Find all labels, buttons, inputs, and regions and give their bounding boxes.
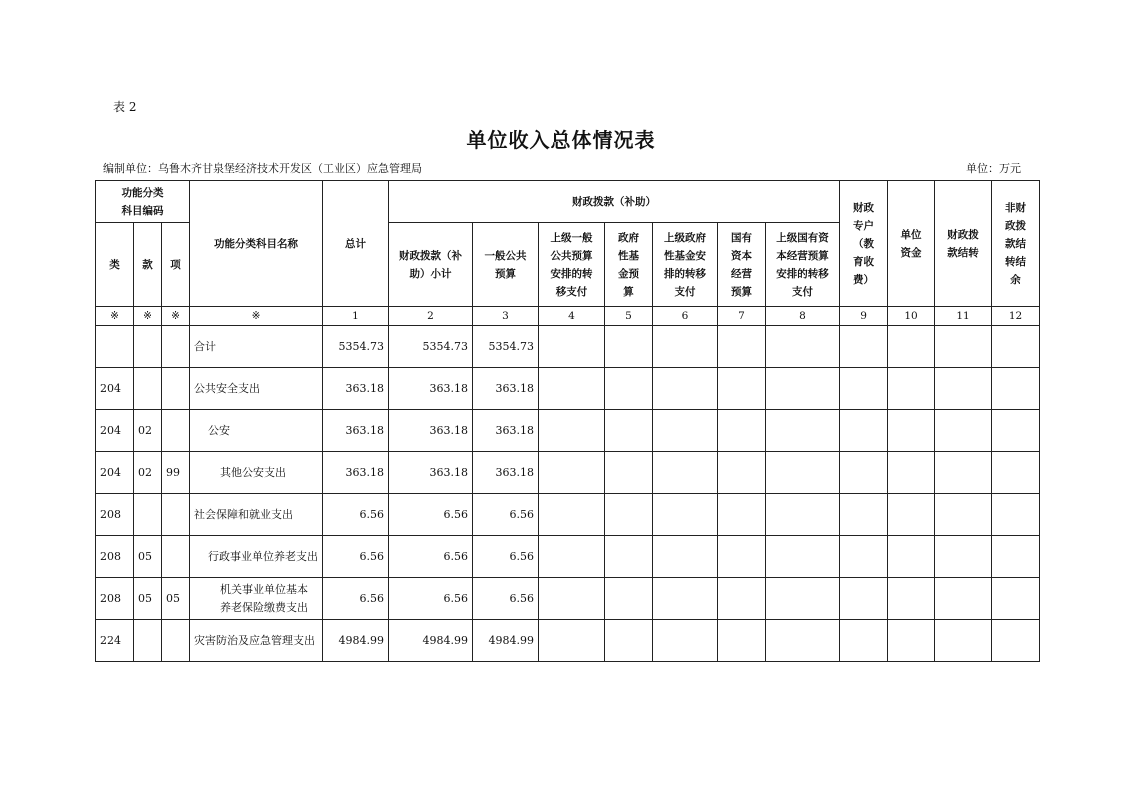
- empty-cell: [935, 620, 992, 662]
- header-upper-state-capital-transfer: 上级国有资 本经营预算 安排的转移 支付: [766, 223, 840, 307]
- index-cell: ※: [134, 307, 162, 326]
- empty-cell: [888, 494, 935, 536]
- cell-fiscal-subtotal: 363.18: [389, 452, 473, 494]
- cell-total: 6.56: [323, 578, 389, 620]
- cell-kuan: 02: [134, 410, 162, 452]
- empty-cell: [718, 368, 766, 410]
- empty-cell: [992, 410, 1040, 452]
- empty-cell: [992, 326, 1040, 368]
- cell-general-budget: 5354.73: [473, 326, 539, 368]
- header-state-capital: 国有 资本 经营 预算: [718, 223, 766, 307]
- header-general-budget: 一般公共 预算: [473, 223, 539, 307]
- empty-cell: [653, 410, 718, 452]
- empty-cell: [840, 368, 888, 410]
- cell-lei: [96, 326, 134, 368]
- empty-cell: [840, 494, 888, 536]
- cell-kuan: 02: [134, 452, 162, 494]
- empty-cell: [935, 452, 992, 494]
- cell-xiang: [162, 410, 190, 452]
- empty-cell: [888, 578, 935, 620]
- empty-cell: [653, 494, 718, 536]
- empty-cell: [605, 578, 653, 620]
- cell-name: 合计: [190, 326, 323, 368]
- header-unit-funds: 单位 资金: [888, 181, 935, 307]
- cell-lei: 204: [96, 410, 134, 452]
- cell-name: 其他公安支出: [190, 452, 323, 494]
- cell-name: 机关事业单位基本养老保险缴费支出: [190, 578, 323, 620]
- cell-lei: 204: [96, 368, 134, 410]
- empty-cell: [888, 368, 935, 410]
- empty-cell: [766, 494, 840, 536]
- cell-general-budget: 363.18: [473, 368, 539, 410]
- empty-cell: [718, 620, 766, 662]
- empty-cell: [605, 452, 653, 494]
- empty-cell: [539, 620, 605, 662]
- empty-cell: [840, 410, 888, 452]
- empty-cell: [718, 494, 766, 536]
- empty-cell: [605, 368, 653, 410]
- header-non-fiscal-carryover: 非财 政拨 款结 转结 余: [992, 181, 1040, 307]
- cell-name: 行政事业单位养老支出: [190, 536, 323, 578]
- cell-xiang: 99: [162, 452, 190, 494]
- cell-lei: 208: [96, 494, 134, 536]
- table-tag: 表 2: [113, 100, 137, 114]
- cell-general-budget: 363.18: [473, 452, 539, 494]
- cell-total: 363.18: [323, 410, 389, 452]
- cell-general-budget: 6.56: [473, 578, 539, 620]
- empty-cell: [653, 326, 718, 368]
- empty-cell: [539, 368, 605, 410]
- empty-cell: [992, 620, 1040, 662]
- empty-cell: [653, 452, 718, 494]
- cell-fiscal-subtotal: 6.56: [389, 536, 473, 578]
- index-cell: 2: [389, 307, 473, 326]
- table-row: [96, 620, 1040, 662]
- cell-total: 4984.99: [323, 620, 389, 662]
- empty-cell: [992, 494, 1040, 536]
- header-xiang: 项: [162, 223, 190, 307]
- empty-cell: [718, 536, 766, 578]
- header-func-name: 功能分类科目名称: [190, 181, 323, 307]
- empty-cell: [992, 578, 1040, 620]
- empty-cell: [840, 326, 888, 368]
- table-row: [96, 410, 1040, 452]
- table-row: [96, 536, 1040, 578]
- index-row: [96, 307, 1040, 326]
- empty-cell: [605, 494, 653, 536]
- header-fiscal-carryover: 财政拨 款结转: [935, 181, 992, 307]
- table-row: [96, 494, 1040, 536]
- empty-cell: [766, 620, 840, 662]
- empty-cell: [935, 578, 992, 620]
- unit-label: 单位：万元: [966, 162, 1021, 175]
- index-cell: 11: [935, 307, 992, 326]
- cell-xiang: [162, 326, 190, 368]
- table-row: [96, 326, 1040, 368]
- empty-cell: [539, 452, 605, 494]
- empty-cell: [766, 326, 840, 368]
- cell-kuan: [134, 620, 162, 662]
- empty-cell: [539, 494, 605, 536]
- cell-kuan: 05: [134, 536, 162, 578]
- cell-xiang: [162, 368, 190, 410]
- cell-total: 6.56: [323, 536, 389, 578]
- index-cell: ※: [162, 307, 190, 326]
- cell-lei: 208: [96, 578, 134, 620]
- index-cell: 4: [539, 307, 605, 326]
- cell-name: 公安: [190, 410, 323, 452]
- empty-cell: [766, 368, 840, 410]
- empty-cell: [653, 620, 718, 662]
- header-kuan: 款: [134, 223, 162, 307]
- empty-cell: [605, 536, 653, 578]
- cell-general-budget: 4984.99: [473, 620, 539, 662]
- table-row: [96, 452, 1040, 494]
- empty-cell: [935, 536, 992, 578]
- header-lei: 类: [96, 223, 134, 307]
- cell-fiscal-subtotal: 5354.73: [389, 326, 473, 368]
- cell-xiang: [162, 536, 190, 578]
- cell-total: 363.18: [323, 368, 389, 410]
- empty-cell: [888, 326, 935, 368]
- empty-cell: [539, 536, 605, 578]
- empty-cell: [718, 578, 766, 620]
- cell-fiscal-subtotal: 6.56: [389, 578, 473, 620]
- cell-name: 灾害防治及应急管理支出: [190, 620, 323, 662]
- index-cell: 5: [605, 307, 653, 326]
- cell-name: 社会保障和就业支出: [190, 494, 323, 536]
- index-cell: 1: [323, 307, 389, 326]
- empty-cell: [840, 620, 888, 662]
- cell-general-budget: 363.18: [473, 410, 539, 452]
- cell-general-budget: 6.56: [473, 536, 539, 578]
- empty-cell: [605, 326, 653, 368]
- empty-cell: [888, 536, 935, 578]
- table-row: [96, 368, 1040, 410]
- cell-fiscal-subtotal: 363.18: [389, 368, 473, 410]
- index-cell: 6: [653, 307, 718, 326]
- empty-cell: [539, 326, 605, 368]
- cell-total: 363.18: [323, 452, 389, 494]
- org-label: 编制单位：乌鲁木齐甘泉堡经济技术开发区（工业区）应急管理局: [103, 162, 422, 175]
- cell-total: 5354.73: [323, 326, 389, 368]
- index-cell: ※: [96, 307, 134, 326]
- empty-cell: [766, 578, 840, 620]
- header-upper-general-transfer: 上级一般 公共预算 安排的转 移支付: [539, 223, 605, 307]
- cell-lei: 204: [96, 452, 134, 494]
- cell-xiang: [162, 620, 190, 662]
- empty-cell: [718, 452, 766, 494]
- empty-cell: [605, 620, 653, 662]
- empty-cell: [653, 536, 718, 578]
- page-title: 单位收入总体情况表: [466, 128, 656, 152]
- empty-cell: [992, 452, 1040, 494]
- empty-cell: [539, 578, 605, 620]
- empty-cell: [653, 368, 718, 410]
- cell-kuan: [134, 326, 162, 368]
- index-cell: 10: [888, 307, 935, 326]
- cell-fiscal-subtotal: 4984.99: [389, 620, 473, 662]
- empty-cell: [888, 620, 935, 662]
- header-func-code: 功能分类 科目编码: [96, 181, 190, 223]
- empty-cell: [935, 326, 992, 368]
- empty-cell: [840, 452, 888, 494]
- cell-fiscal-subtotal: 363.18: [389, 410, 473, 452]
- index-cell: 7: [718, 307, 766, 326]
- empty-cell: [718, 326, 766, 368]
- empty-cell: [653, 578, 718, 620]
- empty-cell: [992, 368, 1040, 410]
- empty-cell: [840, 578, 888, 620]
- index-cell: 9: [840, 307, 888, 326]
- empty-cell: [935, 368, 992, 410]
- cell-name: 公共安全支出: [190, 368, 323, 410]
- cell-xiang: 05: [162, 578, 190, 620]
- empty-cell: [888, 410, 935, 452]
- income-table: [95, 180, 1040, 662]
- empty-cell: [888, 452, 935, 494]
- empty-cell: [766, 410, 840, 452]
- cell-kuan: 05: [134, 578, 162, 620]
- index-cell: 8: [766, 307, 840, 326]
- empty-cell: [840, 536, 888, 578]
- empty-cell: [766, 536, 840, 578]
- empty-cell: [718, 410, 766, 452]
- cell-kuan: [134, 368, 162, 410]
- cell-fiscal-subtotal: 6.56: [389, 494, 473, 536]
- index-cell: 3: [473, 307, 539, 326]
- empty-cell: [992, 536, 1040, 578]
- empty-cell: [539, 410, 605, 452]
- index-cell: 12: [992, 307, 1040, 326]
- header-gov-fund: 政府 性基 金预 算: [605, 223, 653, 307]
- header-fiscal-subtotal: 财政拨款（补 助）小计: [389, 223, 473, 307]
- index-cell: ※: [190, 307, 323, 326]
- empty-cell: [935, 410, 992, 452]
- header-fiscal-special: 财政 专户 （教 育收 费）: [840, 181, 888, 307]
- cell-general-budget: 6.56: [473, 494, 539, 536]
- table-row: [96, 578, 1040, 620]
- cell-lei: 208: [96, 536, 134, 578]
- empty-cell: [766, 452, 840, 494]
- cell-total: 6.56: [323, 494, 389, 536]
- cell-kuan: [134, 494, 162, 536]
- empty-cell: [935, 494, 992, 536]
- header-fiscal-group: 财政拨款（补助）: [389, 181, 840, 223]
- empty-cell: [605, 410, 653, 452]
- cell-lei: 224: [96, 620, 134, 662]
- cell-xiang: [162, 494, 190, 536]
- header-upper-gov-fund-transfer: 上级政府 性基金安 排的转移 支付: [653, 223, 718, 307]
- header-total: 总计: [323, 181, 389, 307]
